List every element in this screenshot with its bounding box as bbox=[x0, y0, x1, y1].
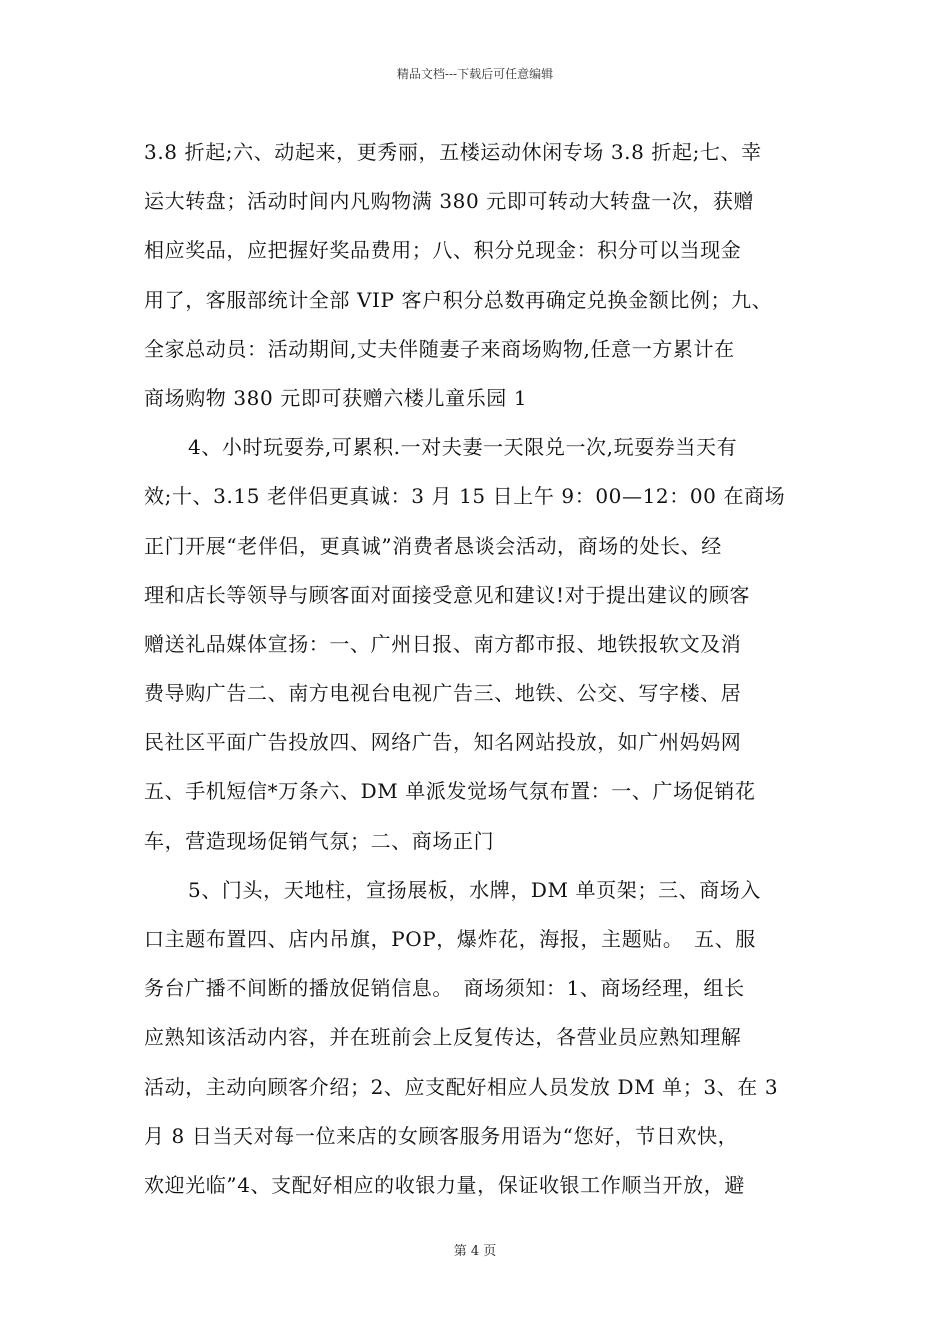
body-line: 欢迎光临”4、支配好相应的收银力量，保证收银工作顺当开放，避 bbox=[144, 1172, 745, 1197]
body-line: 运大转盘；活动时间内凡购物满 380 元即可转动大转盘一次，获赠 bbox=[144, 189, 755, 214]
body-line: 商场购物 380 元即可获赠六楼儿童乐园 1 bbox=[144, 385, 528, 410]
body-line: 口主题布置四、店内吊旗，POP，爆炸花，海报，主题贴。 五、服 bbox=[144, 927, 756, 951]
body-line: 月 8 日当天对每一位来店的女顾客服务用语为“您好，节日欢快， bbox=[144, 1123, 739, 1148]
body-line: 车，营造现场促销气氛；二、商场正门 bbox=[144, 828, 495, 853]
page-number: 第 4 页 bbox=[453, 1244, 497, 1259]
body-line: 活动，主动向顾客介绍；2、应支配好相应人员发放 DM 单；3、在 3 bbox=[144, 1074, 779, 1099]
body-line: 全家总动员：活动期间,丈夫伴随妻子来商场购物,任意一方累计在 bbox=[144, 336, 735, 361]
page-header: 精品文档---下载后可任意编辑 bbox=[396, 67, 554, 81]
body-line: 理和店长等领导与顾客面对面接受意见和建议!对于提出建议的顾客 bbox=[144, 582, 751, 607]
body-line: 赠送礼品媒体宣扬：一、广州日报、南方都市报、地铁报软文及消 bbox=[144, 631, 742, 656]
body-line: 3.8 折起;六、动起来，更秀丽，五楼运动休闲专场 3.8 折起;七、幸 bbox=[144, 140, 762, 164]
paragraph-first-line: 5、门头，天地柱，宣扬展板，水牌，DM 单页架；三、商场入 bbox=[188, 877, 761, 902]
body-line: 效;十、3.15 老伴侣更真诚：3 月 15 日上午 9：00—12：00 在商场 bbox=[144, 484, 786, 509]
body-line: 务台广播不间断的播放促销信息。 商场须知：1、商场经理，组长 bbox=[144, 976, 745, 1001]
body-line: 正门开展“老伴侣，更真诚”消费者恳谈会活动，商场的处长、经 bbox=[144, 533, 722, 558]
body-line: 用了，客服部统计全部 VIP 客户积分总数再确定兑换金额比例；九、 bbox=[144, 287, 773, 312]
body-line: 五、手机短信*万条六、DM 单派发觉场气氛布置：一、广场促销花 bbox=[144, 779, 756, 804]
body-line: 民社区平面广告投放四、网络广告，知名网站投放，如广州妈妈网 bbox=[144, 730, 742, 755]
paragraph-first-line: 4、小时玩耍券,可累积.一对夫妻一天限兑一次,玩耍券当天有 bbox=[188, 435, 738, 460]
body-line: 相应奖品，应把握好奖品费用；八、积分兑现金：积分可以当现金 bbox=[144, 238, 742, 263]
body-line: 费导购广告二、南方电视台电视广告三、地铁、公交、写字楼、居 bbox=[144, 681, 742, 706]
document-body bbox=[144, 128, 814, 1210]
body-line: 应熟知该活动内容，并在班前会上反复传达，各营业员应熟知理解 bbox=[144, 1025, 742, 1050]
